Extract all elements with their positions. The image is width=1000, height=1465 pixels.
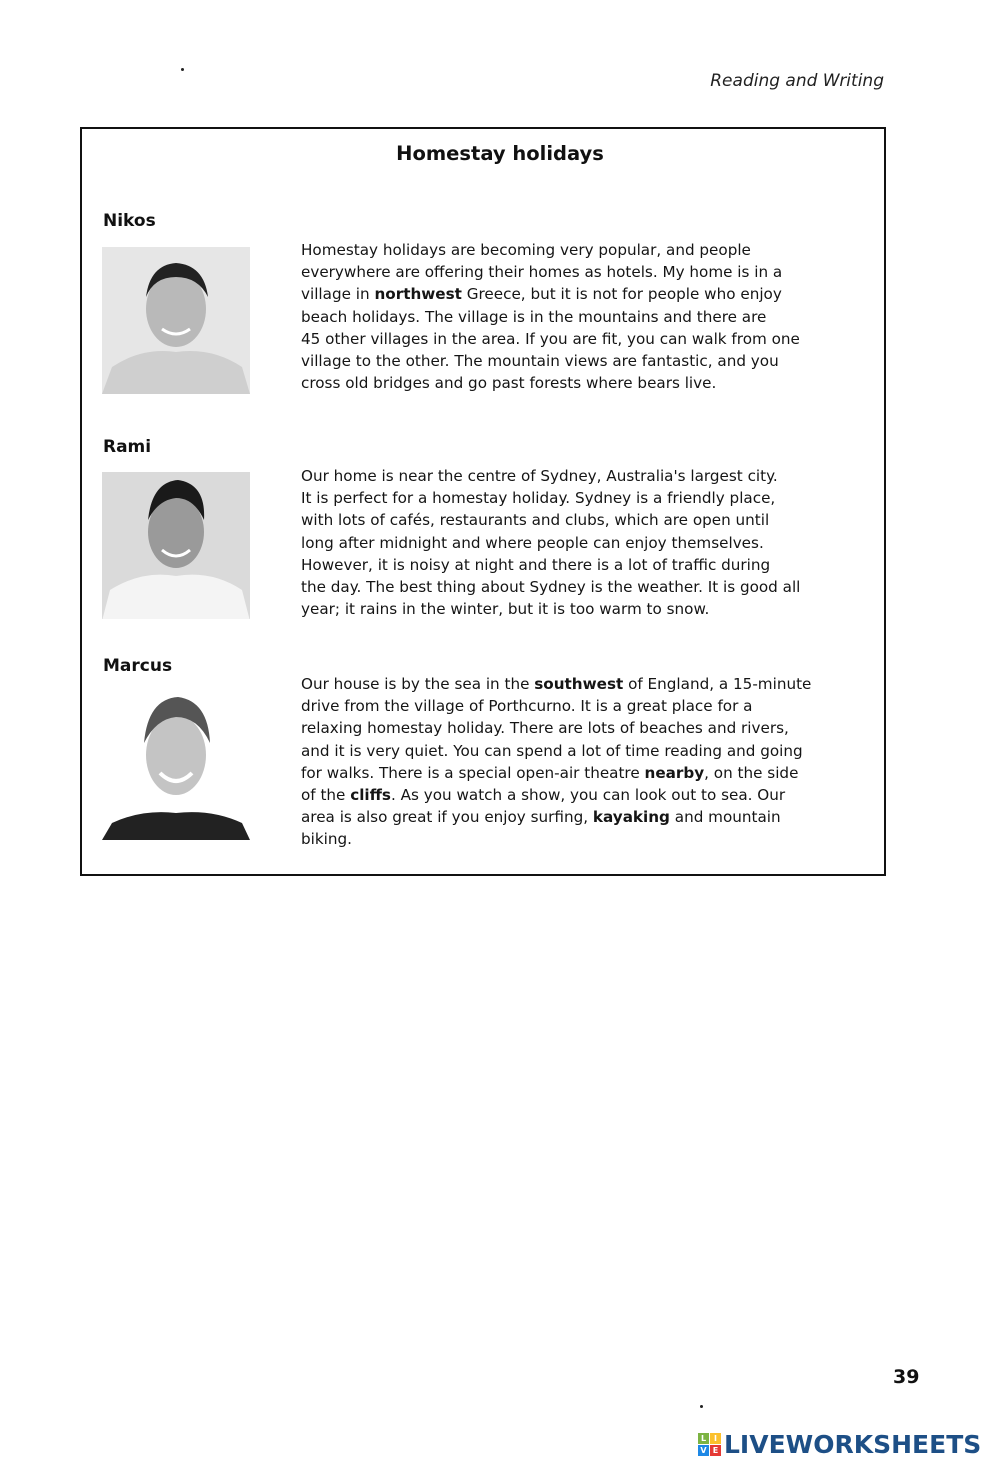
- text-line: [301, 532, 800, 554]
- text-segment: Greece, but it is not for people who enjoy: [461, 285, 782, 304]
- text-segment: 45 other villages in the area. If you are fit, you can walk from one: [301, 329, 800, 348]
- text-line: [301, 740, 811, 762]
- text-line: [301, 784, 811, 806]
- page-number: 39: [893, 1366, 920, 1388]
- text-segment: cross old bridges and go past forests where bears live.: [301, 374, 717, 393]
- text-line: [301, 717, 811, 739]
- text-line: [301, 328, 800, 350]
- text-line: [301, 261, 800, 283]
- text-segment: However, it is noisy at night and there is a lot of traffic during: [301, 555, 771, 574]
- text-segment: and it is very quiet. You can spend a lot of time reading and going: [301, 741, 803, 760]
- person-photo: [102, 472, 250, 619]
- text-line: [301, 828, 811, 850]
- text-segment: of the: [301, 786, 351, 805]
- text-segment: long after midnight and where people can enjoy themselves.: [301, 533, 764, 552]
- text-line: [301, 695, 811, 717]
- logo-text: LIVEWORKSHEETS: [724, 1430, 982, 1459]
- text-line: [301, 465, 800, 487]
- highlighted-word: cliffs: [350, 786, 391, 805]
- person-description: [301, 239, 800, 394]
- person-description: [301, 673, 811, 851]
- person-photo: [102, 247, 250, 394]
- highlighted-word: northwest: [374, 285, 462, 304]
- highlighted-word: southwest: [534, 675, 624, 693]
- text-line: [301, 372, 800, 394]
- liveworksheets-logo: [698, 1430, 981, 1459]
- text-line: [301, 762, 811, 784]
- text-segment: Our house is by the sea in the: [301, 675, 535, 693]
- text-line: [301, 598, 800, 620]
- page-title: Homestay holidays: [396, 142, 604, 165]
- logo-tiles-icon: L I V E: [698, 1433, 721, 1456]
- text-line: [301, 283, 800, 305]
- text-line: [301, 509, 800, 531]
- highlighted-word: nearby: [644, 763, 705, 782]
- text-segment: relaxing homestay holiday. There are lots of beaches and rivers,: [301, 719, 789, 738]
- text-line: [301, 487, 800, 509]
- person-name: Rami: [103, 437, 152, 457]
- text-line: [301, 673, 811, 695]
- person-name: Nikos: [103, 211, 156, 231]
- person-name: Marcus: [103, 656, 173, 676]
- text-segment: with lots of cafés, restaurants and clubs, which are open until: [301, 511, 770, 530]
- person-photo: [102, 693, 250, 840]
- text-segment: It is perfect for a homestay holiday. Sydney is a friendly place,: [301, 489, 776, 508]
- text-line: [301, 806, 811, 828]
- text-segment: , on the side: [704, 763, 799, 782]
- text-segment: everywhere are offering their homes as hotels. My home is in a: [301, 263, 783, 282]
- text-segment: . As you watch a show, you can look out to sea. Our: [390, 786, 786, 805]
- scan-speck: [181, 68, 184, 71]
- person-description: [301, 465, 800, 620]
- text-line: [301, 554, 800, 576]
- scan-speck: [700, 1405, 703, 1408]
- text-segment: the day. The best thing about Sydney is the weather. It is good all: [301, 578, 801, 597]
- text-segment: for walks. There is a special open-air theatre: [301, 763, 645, 782]
- text-segment: of England, a 15-minute: [623, 675, 812, 693]
- text-segment: biking.: [301, 830, 352, 849]
- text-line: [301, 576, 800, 598]
- text-segment: area is also great if you enjoy surfing,: [301, 808, 593, 827]
- text-segment: drive from the village of Porthcurno. It is a great place for a: [301, 697, 753, 716]
- text-segment: and mountain: [669, 808, 781, 827]
- section-header: Reading and Writing: [710, 71, 884, 91]
- text-segment: Homestay holidays are becoming very popular, and people: [301, 241, 751, 259]
- text-segment: village in: [301, 285, 375, 304]
- text-segment: village to the other. The mountain views are fantastic, and you: [301, 352, 779, 371]
- text-line: [301, 306, 800, 328]
- text-segment: beach holidays. The village is in the mountains and there are: [301, 307, 767, 326]
- text-segment: year; it rains in the winter, but it is too warm to snow.: [301, 600, 710, 619]
- text-segment: Our home is near the centre of Sydney, Australia's largest city.: [301, 467, 778, 485]
- text-line: [301, 239, 800, 261]
- text-line: [301, 350, 800, 372]
- highlighted-word: kayaking: [592, 808, 670, 827]
